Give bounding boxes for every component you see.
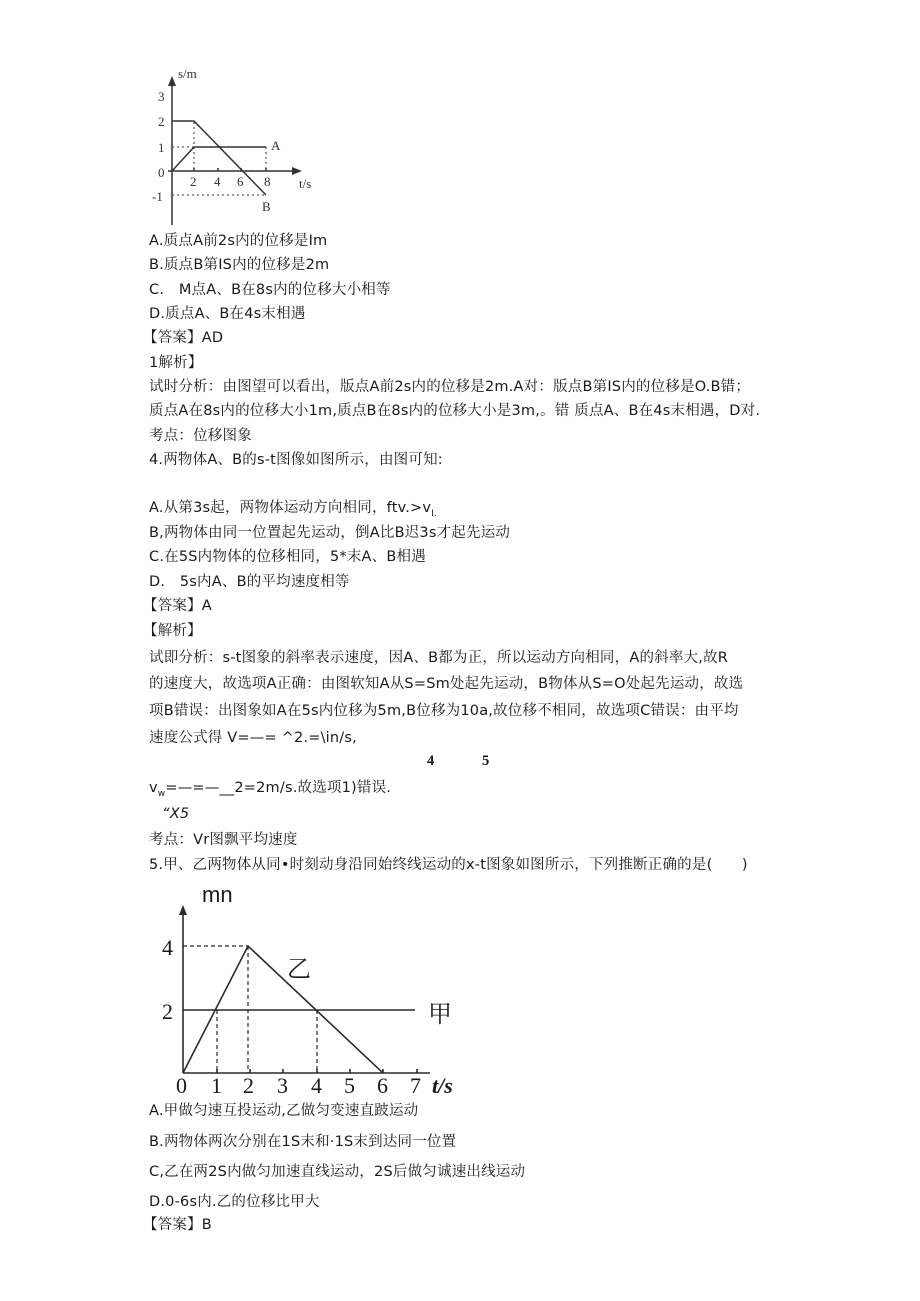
x-tick: 4 bbox=[311, 1073, 322, 1095]
q4-analysis-line: 的速度大，故选项A正确：由图软知A从S=Sm处起先运动，B物体从S=O处起先运动，故选 bbox=[149, 676, 744, 692]
q4-analysis-line: 试即分析：s-t图象的斜率表示速度，因A、B都为正，所以运动方向相同，A的斜率大,故R bbox=[149, 650, 729, 666]
y-axis-label: mn bbox=[202, 882, 233, 907]
x-tick: 6 bbox=[237, 174, 244, 189]
q3-option-b: B.质点B第IS内的位移是2m bbox=[149, 257, 330, 273]
q5-answer: 【答案】B bbox=[143, 1217, 212, 1233]
q3-st-graph bbox=[140, 60, 340, 230]
v-symbol: v bbox=[149, 780, 158, 796]
x-axis-label: t/s bbox=[299, 176, 312, 191]
q5-option-d: D.0-6s内.乙的位移比甲大 bbox=[149, 1194, 320, 1210]
q4-analysis-line: 速度公式得 V=—= ^2.=\in/s, bbox=[149, 730, 357, 746]
x-axis-label: t/s bbox=[432, 1073, 453, 1095]
x-tick: 7 bbox=[410, 1073, 421, 1095]
q4-title: 4.两物体A、B的s-t图像如图所示，由图可知: bbox=[149, 452, 443, 468]
y-tick: -1 bbox=[152, 189, 163, 204]
q3-analysis-line: 质点A在8s内的位移大小1m,质点B在8s内的位移大小是3m,。错 质点A、B在4s末相遇，D对. bbox=[149, 403, 761, 419]
q4-answer: 【答案】A bbox=[143, 598, 212, 614]
q5-xt-graph bbox=[150, 875, 470, 1095]
q3-answer: 【答案】AD bbox=[143, 330, 224, 346]
y-tick: 3 bbox=[158, 89, 165, 104]
q3-kaodian: 考点：位移图象 bbox=[149, 428, 252, 444]
y-tick: 2 bbox=[158, 114, 165, 129]
y-tick: 4 bbox=[162, 935, 173, 960]
x-tick: 8 bbox=[264, 174, 271, 189]
subscript: I. bbox=[431, 508, 438, 519]
q4-analysis-line: 项B错误：出图象如A在5s内位移为5m,B位移为10a,故位移不相同，故选项C错误：由平均 bbox=[149, 703, 739, 719]
x-tick: 0 bbox=[176, 1073, 187, 1095]
q5-option-a: A.甲做匀速互投运动,乙做匀变速直跛运动 bbox=[149, 1103, 419, 1119]
series-a-line bbox=[172, 147, 266, 171]
series-jia-label: 甲 bbox=[428, 1000, 452, 1028]
x-tick: 1 bbox=[211, 1073, 222, 1095]
q4-option-d: D. 5s内A、B的平均速度相等 bbox=[149, 574, 350, 590]
x-tick: 2 bbox=[243, 1073, 254, 1095]
q4-option-a-text: A.从第3s起，两物体运动方向相同，ftv.>v bbox=[149, 500, 432, 516]
y-tick: 1 bbox=[158, 140, 165, 155]
q5-option-b: B.两物体两次分别在1S末和·1S末到达同一位置 bbox=[149, 1134, 457, 1150]
subscript: w bbox=[157, 788, 166, 799]
q4-option-a bbox=[149, 498, 437, 524]
q3-option-a: A.质点A前2s内的位移是Im bbox=[149, 233, 328, 249]
x-tick: 6 bbox=[377, 1073, 388, 1095]
q3-analysis-heading: 1解析】 bbox=[149, 355, 203, 371]
y-tick: 2 bbox=[162, 999, 173, 1024]
q4-fraction-denominator: 5 bbox=[482, 753, 490, 769]
x-tick: 5 bbox=[344, 1073, 355, 1095]
q4-avg-velocity-line bbox=[149, 778, 391, 804]
avg-velocity-text: =—=—__2=2m/s.故选项1)错误. bbox=[165, 780, 392, 796]
x-tick: 3 bbox=[277, 1073, 288, 1095]
x-tick: 4 bbox=[214, 174, 221, 189]
q5-title: 5.甲、乙两物体从同•时刻动身沿同始终线运动的x-t图象如图所示，下列推断正确的是( ) bbox=[149, 857, 748, 873]
q4-fraction-denominator: 4 bbox=[427, 753, 435, 769]
q5-option-c: C,乙在两2S内做匀加速直线运动，2S后做匀诚速出线运动 bbox=[149, 1164, 526, 1180]
y-tick: 0 bbox=[158, 165, 165, 180]
q3-option-d: D.质点A、B在4s末相遇 bbox=[149, 306, 306, 322]
y-axis-label: s/m bbox=[178, 66, 197, 81]
q4-option-b: B,两物体由同一位置起先运动，倒A比B迟3s才起先运动 bbox=[149, 525, 511, 541]
q4-option-c: C.在5S内物体的位移相同，5*末A、B相遇 bbox=[149, 549, 426, 565]
series-a-label: A bbox=[271, 138, 281, 153]
series-b-label: B bbox=[262, 199, 271, 214]
q3-option-c: C. M点A、B在8s内的位移大小相等 bbox=[149, 282, 391, 298]
series-yi-label: 乙 bbox=[287, 955, 311, 983]
q3-analysis-line: 试时分析：由图望可以看出，版点A前2s内的位移是2m.A对：版点B第IS内的位移是O.B错； bbox=[149, 379, 751, 395]
q4-kaodian: 考点：Vr图飘平均速度 bbox=[149, 832, 298, 848]
q4-analysis-heading: 【解析】 bbox=[143, 623, 202, 639]
x-tick: 2 bbox=[190, 174, 197, 189]
q4-stray-text: “X5 bbox=[162, 806, 190, 822]
